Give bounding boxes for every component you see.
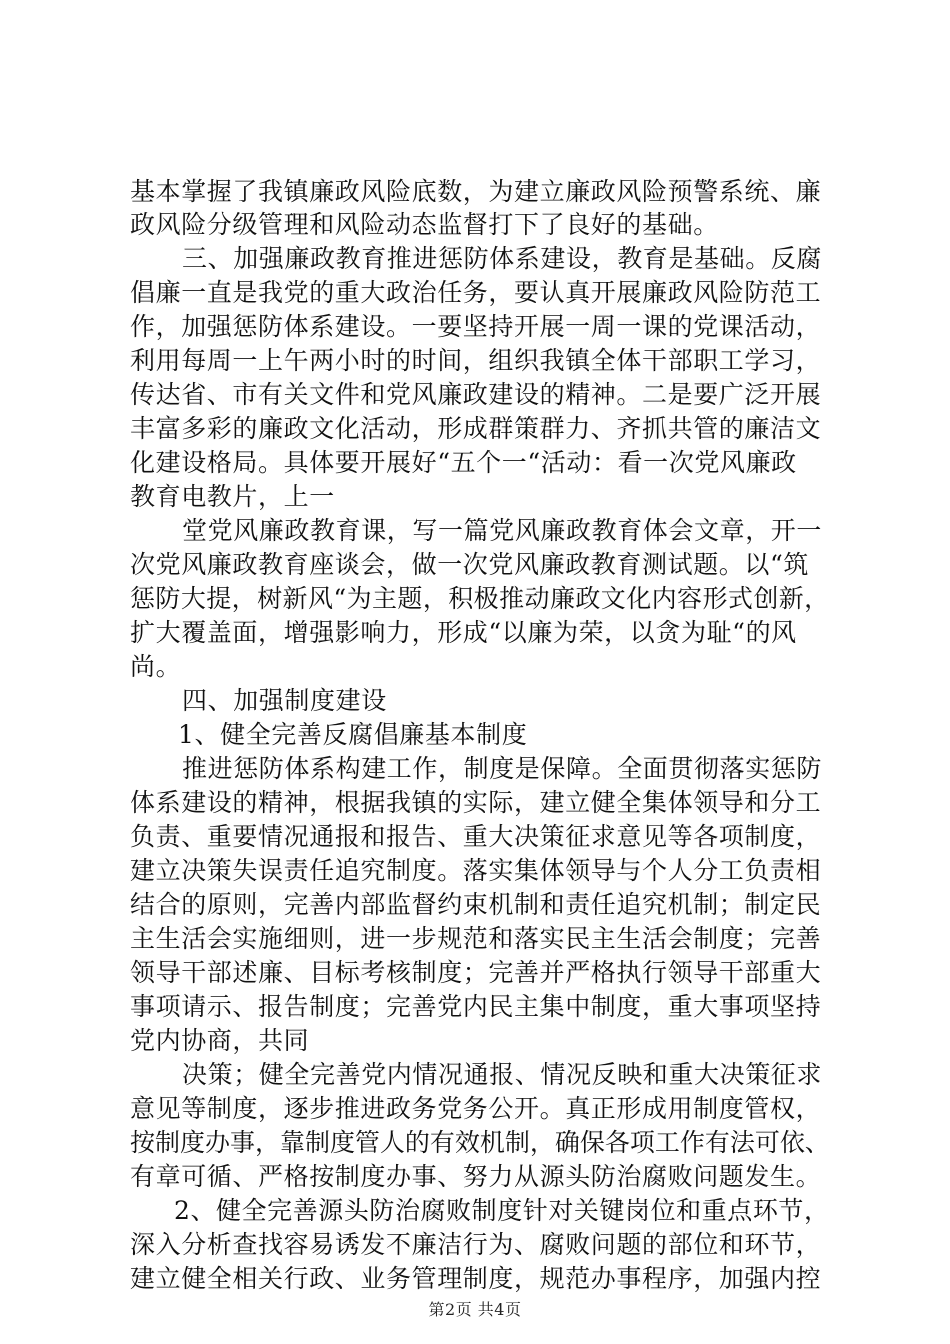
text-line: 丰富多彩的廉政文化活动，形成群策群力、齐抓共管的廉洁文 bbox=[130, 414, 822, 443]
text-line: 扩大覆盖面，增强影响力，形成“以廉为荣，以贪为耻“的风 bbox=[130, 618, 797, 647]
text-line: 次党风廉政教育座谈会，做一次党风廉政教育测试题。以“筑 bbox=[130, 550, 809, 579]
text-line: 决策；健全完善党内情况通报、情况反映和重大决策征求 bbox=[182, 1060, 823, 1089]
text-line: 党内协商，共同 bbox=[130, 1026, 310, 1055]
text-line: 建立健全相关行政、业务管理制度，规范办事程序，加强内控 bbox=[130, 1264, 822, 1293]
text-line: 基本掌握了我镇廉政风险底数，为建立廉政风险预警系统、廉 bbox=[130, 177, 822, 206]
text-line: 传达省、市有关文件和党风廉政建设的精神。二是要广泛开展 bbox=[130, 380, 822, 409]
page-footer: 第2页 共4页 bbox=[428, 1300, 522, 1319]
text-line: 三、加强廉政教育推进惩防体系建设，教育是基础。反腐 bbox=[182, 244, 823, 273]
text-line: 体系建设的精神，根据我镇的实际，建立健全集体领导和分工 bbox=[130, 788, 822, 817]
text-line: 事项请示、报告制度；完善党内民主集中制度，重大事项坚持 bbox=[130, 992, 822, 1021]
text-line: 结合的原则，完善内部监督约束机制和责任追究机制；制定民 bbox=[130, 890, 822, 919]
text-line: 意见等制度，逐步推进政务党务公开。真正形成用制度管权， bbox=[130, 1094, 822, 1123]
text-line: 1、健全完善反腐倡廉基本制度 bbox=[178, 720, 528, 749]
text-line: 利用每周一上午两小时的时间，组织我镇全体干部职工学习， bbox=[130, 346, 822, 375]
text-line: 深入分析查找容易诱发不廉洁行为、腐败问题的部位和环节， bbox=[130, 1230, 822, 1259]
text-line: 负责、重要情况通报和报告、重大决策征求意见等各项制度， bbox=[130, 822, 822, 851]
text-line: 教育电教片，上一 bbox=[130, 482, 335, 511]
text-line: 四、加强制度建设 bbox=[182, 686, 387, 715]
text-line: 政风险分级管理和风险动态监督打下了良好的基础。 bbox=[130, 210, 719, 239]
text-line: 化建设格局。具体要开展好“五个一“活动：看一次党风廉政 bbox=[130, 448, 797, 477]
text-line: 按制度办事，靠制度管人的有效机制，确保各项工作有法可依、 bbox=[130, 1128, 830, 1157]
text-line: 倡廉一直是我党的重大政治任务，要认真开展廉政风险防范工 bbox=[130, 278, 822, 307]
text-line: 2、健全完善源头防治腐败制度针对关键岗位和重点环节， bbox=[174, 1196, 830, 1225]
text-line: 惩防大提，树新风“为主题，积极推动廉政文化内容形式创新， bbox=[130, 584, 830, 613]
text-line: 主生活会实施细则，进一步规范和落实民主生活会制度；完善 bbox=[130, 924, 822, 953]
text-line: 作，加强惩防体系建设。一要坚持开展一周一课的党课活动， bbox=[130, 312, 822, 341]
text-line: 推进惩防体系构建工作，制度是保障。全面贯彻落实惩防 bbox=[182, 754, 823, 783]
text-line: 建立决策失误责任追究制度。落实集体领导与个人分工负责相 bbox=[130, 856, 822, 885]
text-line: 尚。 bbox=[130, 652, 182, 681]
text-line: 领导干部述廉、目标考核制度；完善并严格执行领导干部重大 bbox=[130, 958, 822, 987]
text-line: 有章可循、严格按制度办事、努力从源头防治腐败问题发生。 bbox=[130, 1162, 822, 1191]
text-line: 堂党风廉政教育课，写一篇党风廉政教育体会文章，开一 bbox=[182, 516, 823, 545]
